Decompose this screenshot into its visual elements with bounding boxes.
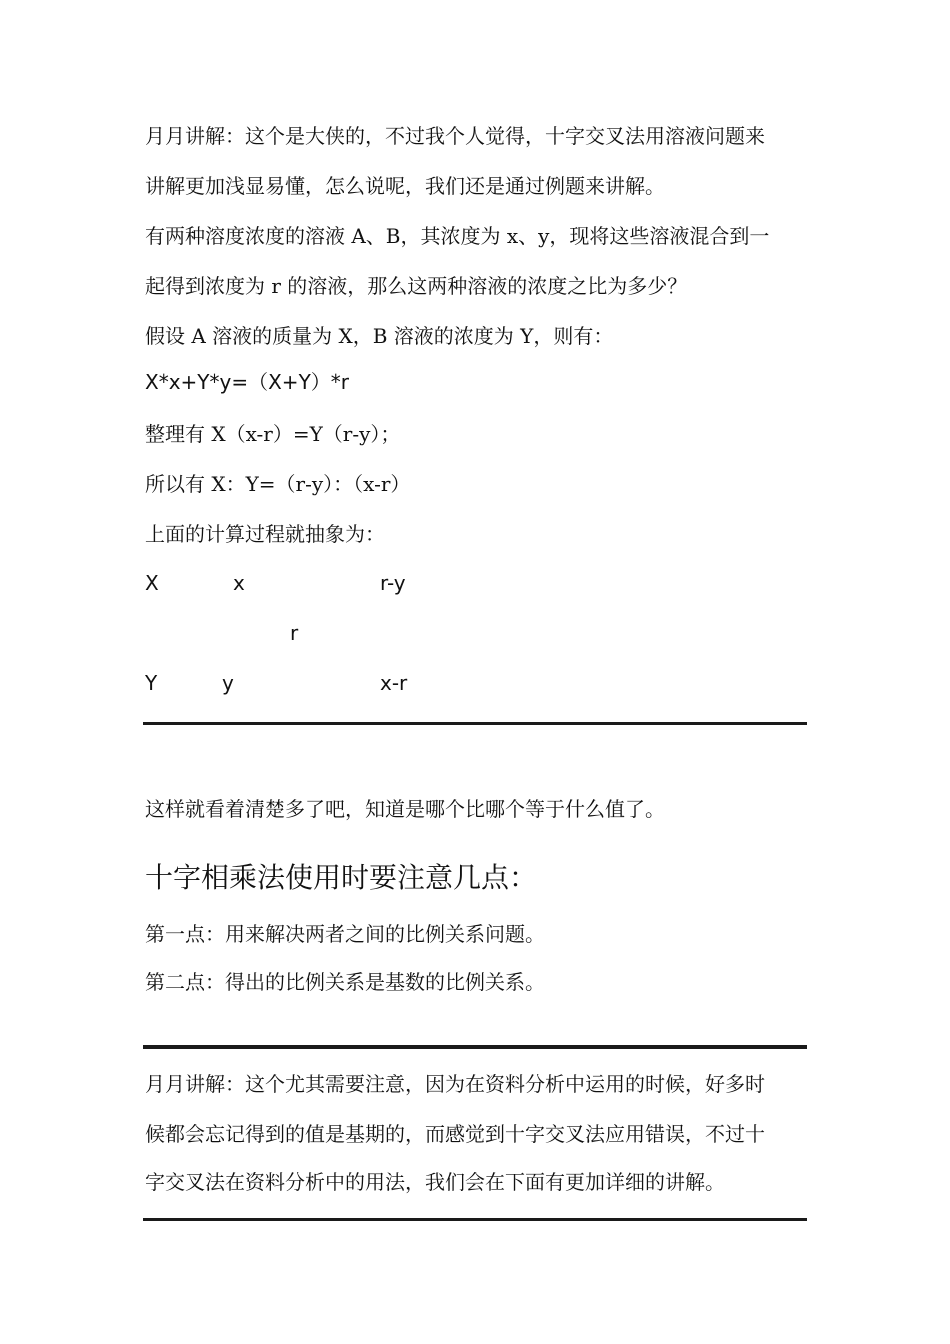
problem-line-1: 有两种溶度浓度的溶液 A、B，其浓度为 x、y，现将这些溶液混合到一 (145, 224, 770, 248)
divider-1 (143, 722, 807, 725)
note1-line-2: 讲解更加浅显易懂，怎么说呢，我们还是通过例题来讲解。 (145, 174, 665, 198)
note2-line-2: 候都会忘记得到的值是基期的，而感觉到十字交叉法应用错误，不过十 (145, 1122, 765, 1146)
equation-2: 整理有 X（x-r）=Y（r-y）； (145, 422, 401, 446)
divider-2 (143, 1045, 807, 1049)
cross-diff-2: x-r (380, 671, 408, 695)
cross-conc-x: x (233, 571, 245, 595)
note2-line-3: 字交叉法在资料分析中的用法，我们会在下面有更加详细的讲解。 (145, 1170, 725, 1194)
cross-mass-y: Y (145, 671, 158, 695)
note2-line-1: 月月讲解：这个尤其需要注意，因为在资料分析中运用的时候，好多时 (145, 1072, 765, 1096)
after-note: 这样就看着清楚多了吧，知道是哪个比哪个等于什么值了。 (145, 797, 665, 821)
cross-center-r: r (290, 621, 299, 645)
cross-diff-1: r-y (380, 571, 406, 595)
cross-mass-x: X (145, 571, 159, 595)
point-1: 第一点：用来解决两者之间的比例关系问题。 (145, 922, 545, 946)
section-heading: 十字相乘法使用时要注意几点： (145, 861, 538, 894)
equation-3: 所以有 X：Y=（r-y）：（x-r） (145, 472, 411, 496)
note1-line-1: 月月讲解：这个是大侠的，不过我个人觉得，十字交叉法用溶液问题来 (145, 124, 765, 148)
cross-conc-y: y (222, 671, 234, 695)
assumption-line: 假设 A 溶液的质量为 X，B 溶液的浓度为 Y，则有： (145, 324, 614, 348)
abstract-line: 上面的计算过程就抽象为： (145, 522, 385, 546)
problem-line-2: 起得到浓度为 r 的溶液，那么这两种溶液的浓度之比为多少？ (145, 274, 688, 298)
equation-1: X*x+Y*y=（X+Y）*r (145, 370, 350, 394)
divider-3 (143, 1218, 807, 1221)
point-2: 第二点：得出的比例关系是基数的比例关系。 (145, 970, 545, 994)
